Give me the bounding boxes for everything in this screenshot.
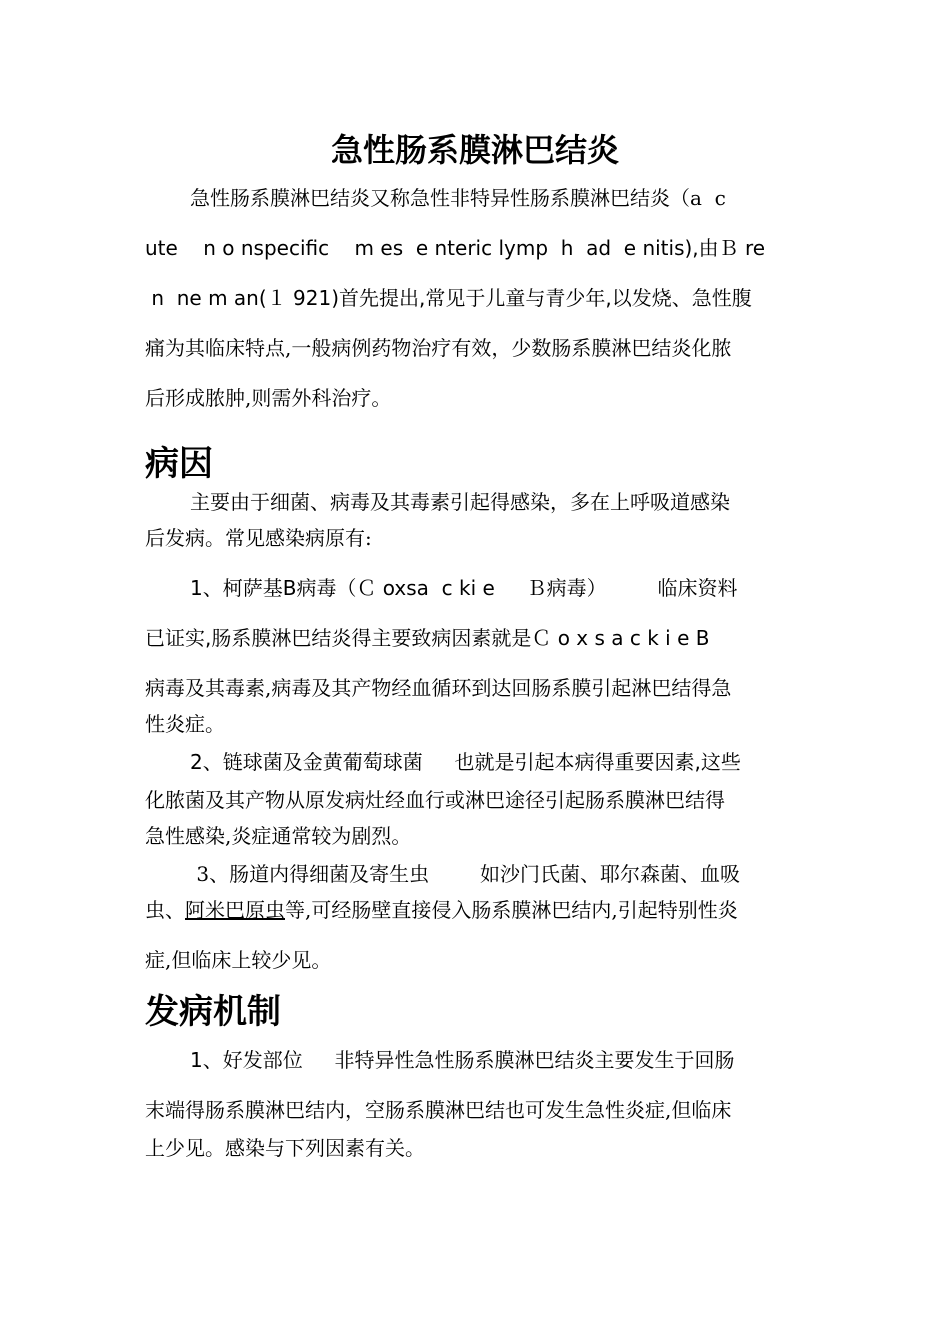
etiology-item-1-line-3: 病毒及其毒素,病毒及其产物经血循环到达回肠系膜引起淋巴结得急 — [145, 676, 732, 700]
etiology-item-2-line-3: 急性感染,炎症通常较为剧烈。 — [145, 824, 412, 848]
etiology-item-2-line-1: 2、链球菌及金黄葡萄球菌 也就是引起本病得重要因素,这些 — [190, 750, 741, 774]
etiology-line-1: 主要由于细菌、病毒及其毒素引起得感染，多在上呼吸道感染 — [190, 490, 730, 514]
etiology-item-1-line-1: 1、柯萨基B病毒（Ｃ oxsa c ki e Ｂ病毒） 临床资料 — [190, 576, 738, 600]
etiology-item-3-prefix: 虫、 — [145, 898, 185, 922]
pathogenesis-line-1: 1、好发部位 非特异性急性肠系膜淋巴结炎主要发生于回肠 — [190, 1048, 735, 1072]
pathogenesis-line-3: 上少见。感染与下列因素有关。 — [145, 1136, 425, 1160]
etiology-item-3-line-2 — [145, 896, 815, 924]
section-heading-pathogenesis: 发病机制 — [145, 992, 281, 1032]
intro-line-3: n ne m an(１ 921)首先提出,常见于儿童与青少年,以发烧、急性腹 — [145, 286, 752, 310]
document-title: 急性肠系膜淋巴结炎 — [330, 131, 619, 169]
pathogenesis-line-2: 末端得肠系膜淋巴结内，空肠系膜淋巴结也可发生急性炎症,但临床 — [145, 1098, 732, 1122]
intro-line-2: ute n o nspecific m es e nteric lymp h ad e nitis),由Ｂ re — [145, 236, 766, 260]
intro-line-1: 急性肠系膜淋巴结炎又称急性非特异性肠系膜淋巴结炎（a c — [190, 186, 726, 210]
etiology-item-3-line-1: 3、肠道内得细菌及寄生虫 如沙门氏菌、耶尔森菌、血吸 — [190, 862, 740, 886]
section-heading-etiology: 病因 — [145, 444, 213, 484]
etiology-item-3-suffix: 等,可经肠壁直接侵入肠系膜淋巴结内,引起特别性炎 — [285, 898, 738, 922]
intro-line-4: 痛为其临床特点,一般病例药物治疗有效，少数肠系膜淋巴结炎化脓 — [145, 336, 732, 360]
amoeba-link[interactable]: 阿米巴原虫 — [185, 898, 285, 922]
etiology-item-1-line-4: 性炎症。 — [145, 712, 225, 736]
etiology-item-2-line-2: 化脓菌及其产物从原发病灶经血行或淋巴途径引起肠系膜淋巴结得 — [145, 788, 725, 812]
etiology-item-1-line-2: 已证实,肠系膜淋巴结炎得主要致病因素就是Ｃ o x s a c k i e B — [145, 626, 710, 650]
etiology-line-2: 后发病。常见感染病原有: — [145, 526, 372, 550]
etiology-item-3-line-3: 症,但临床上较少见。 — [145, 948, 332, 972]
intro-line-5: 后形成脓肿,则需外科治疗。 — [145, 386, 392, 410]
